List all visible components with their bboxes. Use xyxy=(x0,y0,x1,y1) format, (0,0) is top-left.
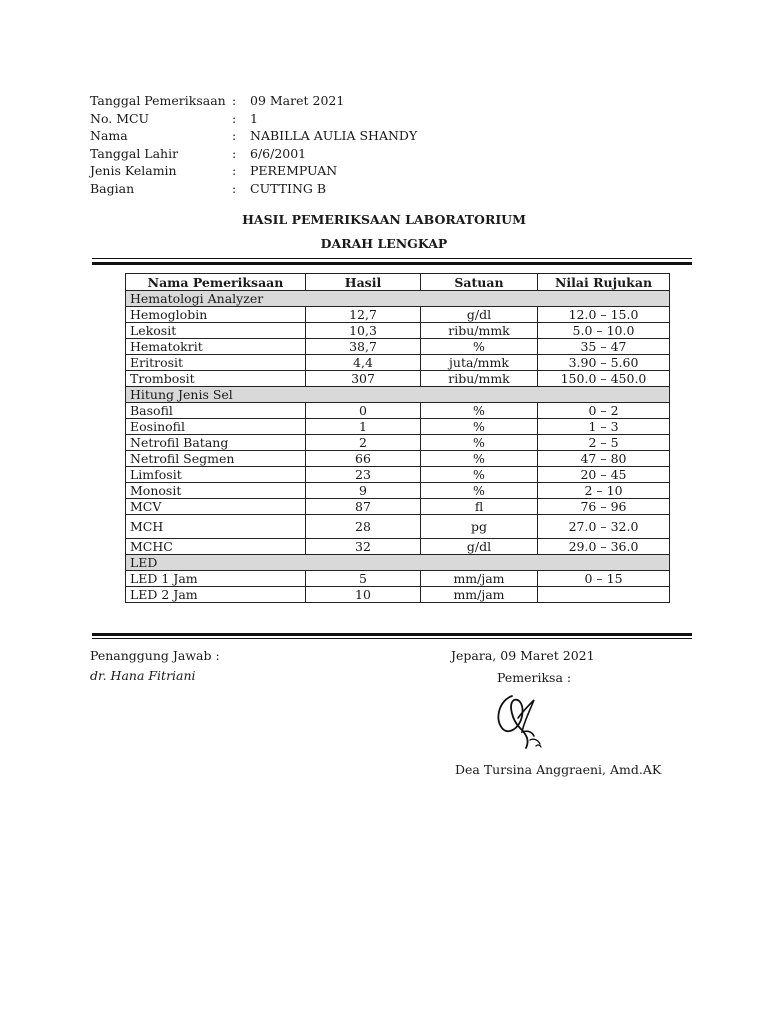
cell-hasil: 9 xyxy=(306,483,421,499)
table-row xyxy=(126,587,670,603)
info-value: NABILLA AULIA SHANDY xyxy=(250,128,418,143)
cell-nama: Trombosit xyxy=(126,371,306,387)
signature-image xyxy=(490,688,560,758)
info-label: Tanggal Pemeriksaan xyxy=(90,93,226,108)
cell-nama: Monosit xyxy=(126,483,306,499)
cell-hasil: 10 xyxy=(306,587,421,603)
info-colon: : xyxy=(232,110,237,126)
pemeriksa-label: Pemeriksa : xyxy=(497,670,572,685)
cell-rujukan: 2 – 10 xyxy=(538,483,670,499)
cell-hasil: 12,7 xyxy=(306,307,421,323)
info-value: PEREMPUAN xyxy=(250,163,338,178)
header-rule-thin xyxy=(92,258,692,259)
cell-hasil: 0 xyxy=(306,403,421,419)
place-date: Jepara, 09 Maret 2021 xyxy=(451,648,595,663)
info-colon: : xyxy=(232,145,237,161)
cell-nama: MCH xyxy=(126,515,306,539)
cell-hasil: 307 xyxy=(306,371,421,387)
cell-satuan: % xyxy=(421,339,538,355)
table-row xyxy=(126,571,670,587)
cell-hasil: 10,3 xyxy=(306,323,421,339)
cell-nama: Eritrosit xyxy=(126,355,306,371)
cell-satuan: mm/jam xyxy=(421,587,538,603)
section-label: LED xyxy=(126,555,670,571)
header-nilai-rujukan: Nilai Rujukan xyxy=(538,274,670,291)
table-header-row xyxy=(126,274,670,291)
cell-satuan: g/dl xyxy=(421,307,538,323)
cell-hasil: 87 xyxy=(306,499,421,515)
cell-rujukan: 3.90 – 5.60 xyxy=(538,355,670,371)
cell-satuan: % xyxy=(421,467,538,483)
cell-hasil: 2 xyxy=(306,435,421,451)
cell-hasil: 32 xyxy=(306,539,421,555)
footer-rule-thick xyxy=(92,633,692,636)
cell-rujukan: 29.0 – 36.0 xyxy=(538,539,670,555)
report-title: HASIL PEMERIKSAAN LABORATORIUM xyxy=(242,212,526,227)
penanggung-jawab-block xyxy=(90,648,220,683)
info-label: No. MCU xyxy=(90,110,150,126)
info-colon: : xyxy=(232,93,237,108)
table-row xyxy=(126,451,670,467)
cell-nama: MCHC xyxy=(126,539,306,555)
info-row xyxy=(90,145,417,163)
cell-satuan: % xyxy=(421,419,538,435)
cell-rujukan: 12.0 – 15.0 xyxy=(538,307,670,323)
header-rule-thick xyxy=(92,262,692,265)
info-label: Bagian xyxy=(90,180,135,196)
cell-satuan: % xyxy=(421,451,538,467)
table-row xyxy=(126,483,670,499)
table-row xyxy=(126,499,670,515)
table-row xyxy=(126,515,670,539)
cell-satuan: fl xyxy=(421,499,538,515)
cell-hasil: 1 xyxy=(306,419,421,435)
cell-rujukan: 76 – 96 xyxy=(538,499,670,515)
info-row xyxy=(90,127,417,145)
cell-nama: LED 2 Jam xyxy=(126,587,306,603)
header-nama-pemeriksaan: Nama Pemeriksaan xyxy=(126,274,306,291)
cell-nama: LED 1 Jam xyxy=(126,571,306,587)
section-label: Hitung Jenis Sel xyxy=(126,387,670,403)
cell-rujukan xyxy=(538,587,670,603)
header-hasil: Hasil xyxy=(306,274,421,291)
section-row xyxy=(126,555,670,571)
info-colon: : xyxy=(232,180,237,196)
info-row xyxy=(90,180,417,198)
table-row xyxy=(126,371,670,387)
cell-satuan: % xyxy=(421,403,538,419)
section-row xyxy=(126,387,670,403)
cell-nama: Lekosit xyxy=(126,323,306,339)
cell-rujukan: 27.0 – 32.0 xyxy=(538,515,670,539)
table-row xyxy=(126,339,670,355)
cell-satuan: pg xyxy=(421,515,538,539)
cell-hasil: 5 xyxy=(306,571,421,587)
info-value: 09 Maret 2021 xyxy=(250,93,345,108)
info-label: Jenis Kelamin xyxy=(90,163,177,178)
info-label: Nama xyxy=(90,128,128,143)
section-row xyxy=(126,291,670,307)
table-row xyxy=(126,467,670,483)
header-satuan: Satuan xyxy=(421,274,538,291)
cell-hasil: 23 xyxy=(306,467,421,483)
info-value: 6/6/2001 xyxy=(250,145,307,161)
cell-nama: Eosinofil xyxy=(126,419,306,435)
cell-rujukan: 2 – 5 xyxy=(538,435,670,451)
cell-rujukan: 0 – 2 xyxy=(538,403,670,419)
penanggung-jawab-name: dr. Hana Fitriani xyxy=(90,668,196,683)
info-value: CUTTING B xyxy=(250,180,327,196)
cell-satuan: % xyxy=(421,435,538,451)
info-row xyxy=(90,110,417,128)
cell-hasil: 38,7 xyxy=(306,339,421,355)
penanggung-jawab-label: Penanggung Jawab : xyxy=(90,648,220,663)
cell-nama: Hemoglobin xyxy=(126,307,306,323)
cell-satuan: mm/jam xyxy=(421,571,538,587)
info-row xyxy=(90,162,417,180)
cell-nama: Hematokrit xyxy=(126,339,306,355)
cell-rujukan: 1 – 3 xyxy=(538,419,670,435)
table-row xyxy=(126,307,670,323)
info-label: Tanggal Lahir xyxy=(90,145,179,161)
section-label: Hematologi Analyzer xyxy=(126,291,670,307)
info-row xyxy=(90,92,417,110)
pemeriksa-name: Dea Tursina Anggraeni, Amd.AK xyxy=(455,762,662,777)
table-row xyxy=(126,419,670,435)
cell-rujukan: 150.0 – 450.0 xyxy=(538,371,670,387)
footer-rule-thin xyxy=(92,638,692,639)
cell-rujukan: 20 – 45 xyxy=(538,467,670,483)
cell-nama: Basofil xyxy=(126,403,306,419)
cell-nama: Limfosit xyxy=(126,467,306,483)
cell-rujukan: 35 – 47 xyxy=(538,339,670,355)
cell-rujukan: 5.0 – 10.0 xyxy=(538,323,670,339)
cell-nama: MCV xyxy=(126,499,306,515)
report-subtitle: DARAH LENGKAP xyxy=(320,236,448,251)
table-row xyxy=(126,539,670,555)
cell-nama: Netrofil Segmen xyxy=(126,451,306,467)
info-value: 1 xyxy=(250,110,258,126)
cell-satuan: ribu/mmk xyxy=(421,323,538,339)
info-colon: : xyxy=(232,163,237,178)
cell-satuan: ribu/mmk xyxy=(421,371,538,387)
cell-satuan: % xyxy=(421,483,538,499)
cell-rujukan: 47 – 80 xyxy=(538,451,670,467)
cell-satuan: juta/mmk xyxy=(421,355,538,371)
cell-hasil: 28 xyxy=(306,515,421,539)
cell-satuan: g/dl xyxy=(421,539,538,555)
cell-nama: Netrofil Batang xyxy=(126,435,306,451)
lab-results-table xyxy=(125,273,670,603)
info-colon: : xyxy=(232,128,237,143)
table-row xyxy=(126,355,670,371)
cell-rujukan: 0 – 15 xyxy=(538,571,670,587)
patient-info xyxy=(90,92,417,197)
cell-hasil: 4,4 xyxy=(306,355,421,371)
cell-hasil: 66 xyxy=(306,451,421,467)
table-row xyxy=(126,435,670,451)
table-row xyxy=(126,403,670,419)
table-row xyxy=(126,323,670,339)
